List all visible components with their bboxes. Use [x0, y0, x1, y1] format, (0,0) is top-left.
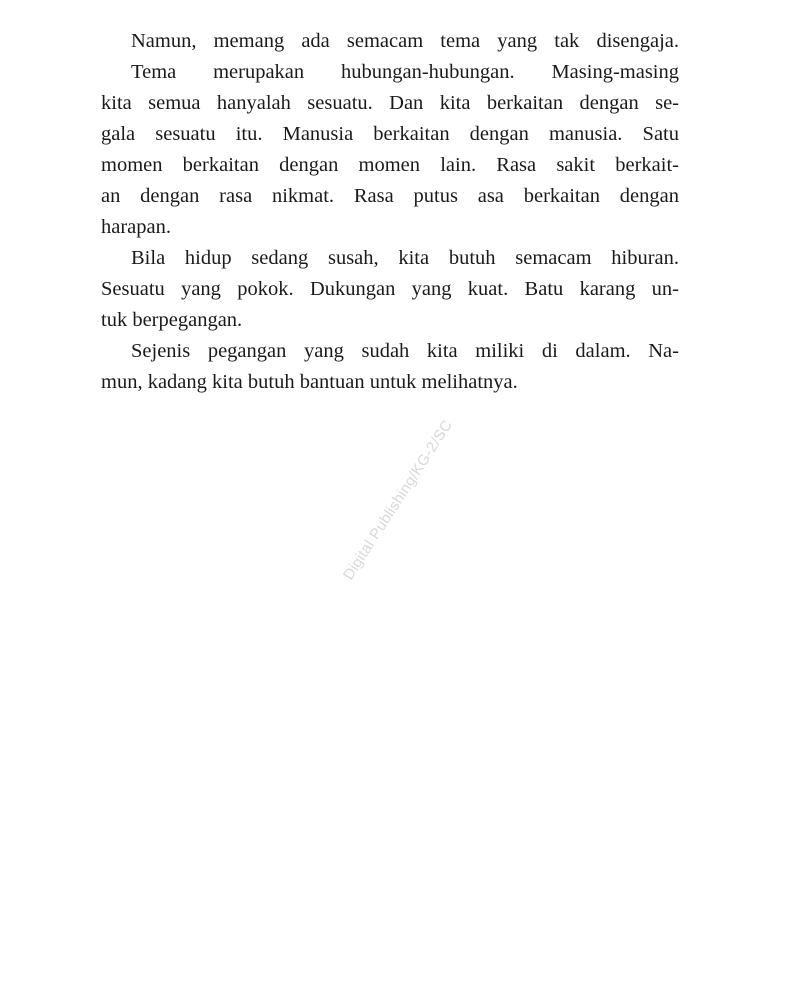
paragraph-line: kita semua hanyalah sesuatu. Dan kita berkaitan dengan se- — [101, 92, 679, 114]
paragraph-line: Namun, memang ada semacam tema yang tak disengaja. — [131, 30, 679, 52]
paragraph-line: Sejenis pegangan yang sudah kita miliki di dalam. Na- — [131, 340, 679, 362]
paragraph-line: tuk berpegangan. — [101, 309, 243, 331]
paragraph-line: momen berkaitan dengan momen lain. Rasa sakit berkait- — [101, 154, 679, 176]
paragraph-line: mun, kadang kita butuh bantuan untuk melihatnya. — [101, 371, 518, 393]
paragraph-line: harapan. — [101, 216, 171, 238]
watermark: Digital Publishing/KG-2/SC — [339, 416, 457, 584]
paragraph-line: Sesuatu yang pokok. Dukungan yang kuat. Batu karang un- — [101, 278, 679, 300]
paragraph-line: Bila hidup sedang susah, kita butuh semacam hiburan. — [131, 247, 679, 269]
paragraph-line: gala sesuatu itu. Manusia berkaitan dengan manusia. Satu — [101, 123, 679, 145]
paragraph-line: an dengan rasa nikmat. Rasa putus asa berkaitan dengan — [101, 185, 679, 207]
body-text — [101, 26, 679, 398]
paragraph-line: Tema merupakan hubungan-hubungan. Masing-masing — [131, 61, 679, 83]
